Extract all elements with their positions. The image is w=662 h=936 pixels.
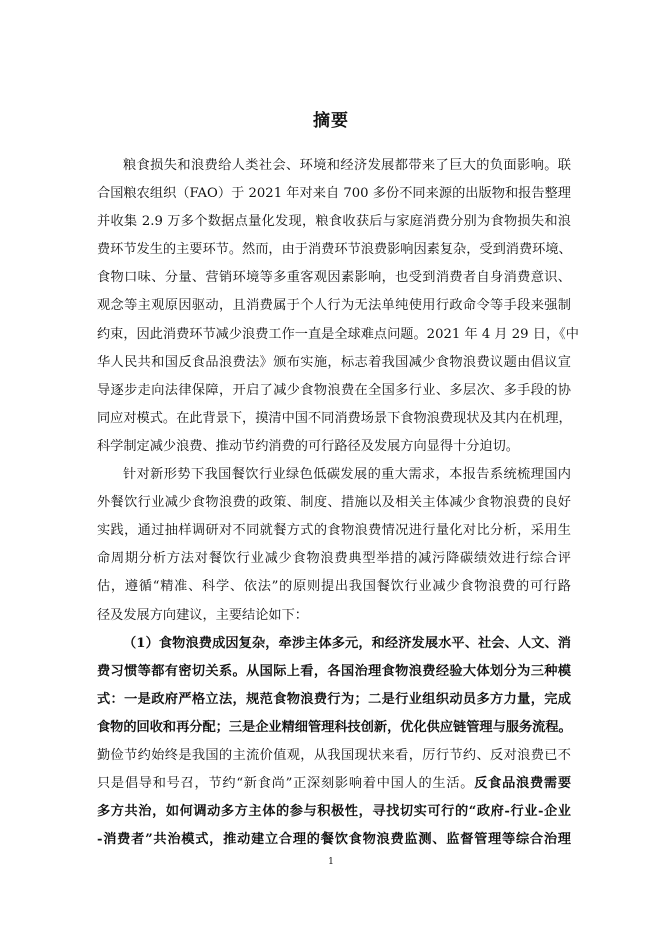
text-line xyxy=(97,180,571,208)
paragraph-3 xyxy=(97,630,571,855)
text-line xyxy=(97,798,571,826)
text-run: 实践，通过抽样调研对不同就餐方式的食物浪费情况进行量化对比分析，采用生 xyxy=(97,523,571,539)
text-line xyxy=(97,292,571,320)
bold-text-run: 费习惯等都有密切关系。从国际上看，各国治理食物浪费经验大体划分为三种模 xyxy=(97,663,571,679)
text-run: 针对新形势下我国餐饮行业绿色低碳发展的重大需求，本报告系统梳理国内 xyxy=(123,467,571,483)
bold-text-run: （1）食物浪费成因复杂，牵涉主体多元，和经济发展水平、社会、人文、消 xyxy=(123,635,571,651)
text-run: 华人民共和国反食品浪费法》颁布实施，标志着我国减少食物浪费议题由倡议宣 xyxy=(97,354,571,370)
text-run: 合国粮农组织（FAO）于 2021 年对来自 700 多份不同来源的出版物和报告整理 xyxy=(97,186,571,202)
bold-text-run: 式：一是政府严格立法，规范食物浪费行为；二是行业组织动员多方力量，完成 xyxy=(97,691,571,707)
text-run: 同应对模式。在此背景下，摸清中国不同消费场景下食物浪费现状及其内在机理， xyxy=(97,410,572,426)
bold-text-run: 多方共治，如何调动多方主体的参与积极性，寻找切实可行的“政府-行业-企业 xyxy=(97,804,571,820)
text-run: 命周期分析方法对餐饮行业减少食物浪费典型举措的减污降碳绩效进行综合评 xyxy=(97,551,571,567)
text-line xyxy=(97,826,571,854)
text-line xyxy=(97,377,571,405)
text-line xyxy=(97,517,571,545)
text-run: 估，遵循“精准、科学、依法”的原则提出我国餐饮行业减少食物浪费的可行路 xyxy=(97,579,571,595)
text-run: 约束，因此消费环节减少浪费工作一直是全球难点问题。2021 年 4 月 29 日，《中 xyxy=(97,326,579,342)
text-line xyxy=(97,545,571,573)
text-line xyxy=(97,461,571,489)
bold-text-run: 食物的回收和再分配；三是企业精细管理科技创新，优化供应链管理与服务流程。 xyxy=(97,719,572,735)
page-number: 1 xyxy=(328,857,334,867)
text-run: 食物口味、分量、营销环境等多重客观因素影响，也受到消费者自身消费意识、 xyxy=(97,270,571,286)
bold-text-run: 反食品浪费需要 xyxy=(474,776,572,792)
text-run: 并收集 2.9 万多个数据点量化发现，粮食收获后与家庭消费分别为食物损失和浪 xyxy=(97,214,571,230)
abstract-body xyxy=(97,152,579,854)
text-run: 粮食损失和浪费给人类社会、环境和经济发展都带来了巨大的负面影响。联 xyxy=(123,158,571,173)
text-line xyxy=(97,658,571,686)
text-line xyxy=(97,602,571,630)
text-line xyxy=(97,630,571,658)
bold-text-run: -消费者”共治模式，推动建立合理的餐饮食物浪费监测、监督管理等综合治理 xyxy=(97,832,571,848)
text-run: 费环节发生的主要环节。然而，由于消费环节浪费影响因素复杂，受到消费环境、 xyxy=(97,242,572,258)
text-line xyxy=(97,405,571,433)
text-line xyxy=(97,714,571,742)
page-title: 摘要 xyxy=(313,111,349,131)
text-line xyxy=(97,770,571,798)
text-line xyxy=(97,489,571,517)
text-line xyxy=(97,264,571,292)
text-run: 只是倡导和号召，节约“新食尚”正深刻影响着中国人的生活。 xyxy=(97,776,475,792)
text-run: 径及发展方向建议，主要结论如下： xyxy=(97,607,308,623)
text-line xyxy=(97,152,571,180)
text-run: 科学制定减少浪费、推动节约消费的可行路径及发展方向显得十分迫切。 xyxy=(97,438,519,454)
text-line xyxy=(97,686,571,714)
text-run: 导逐步走向法律保障，开启了减少食物浪费在全国多行业、多层次、多手段的协 xyxy=(97,382,571,398)
paragraph-1 xyxy=(97,152,579,461)
text-line xyxy=(97,236,571,264)
text-line xyxy=(97,573,571,601)
text-run: 外餐饮行业减少食物浪费的政策、制度、措施以及相关主体减少食物浪费的良好 xyxy=(97,495,571,511)
text-line xyxy=(97,208,571,236)
text-line xyxy=(97,742,571,770)
text-line xyxy=(97,321,579,349)
text-run: 勤俭节约始终是我国的主流价值观，从我国现状来看，厉行节约、反对浪费已不 xyxy=(97,747,571,763)
text-line xyxy=(97,433,571,461)
text-run: 观念等主观原因驱动，且消费属于个人行为无法单纯使用行政命令等手段来强制 xyxy=(97,298,571,314)
text-line xyxy=(97,349,571,377)
paragraph-2 xyxy=(97,461,571,630)
